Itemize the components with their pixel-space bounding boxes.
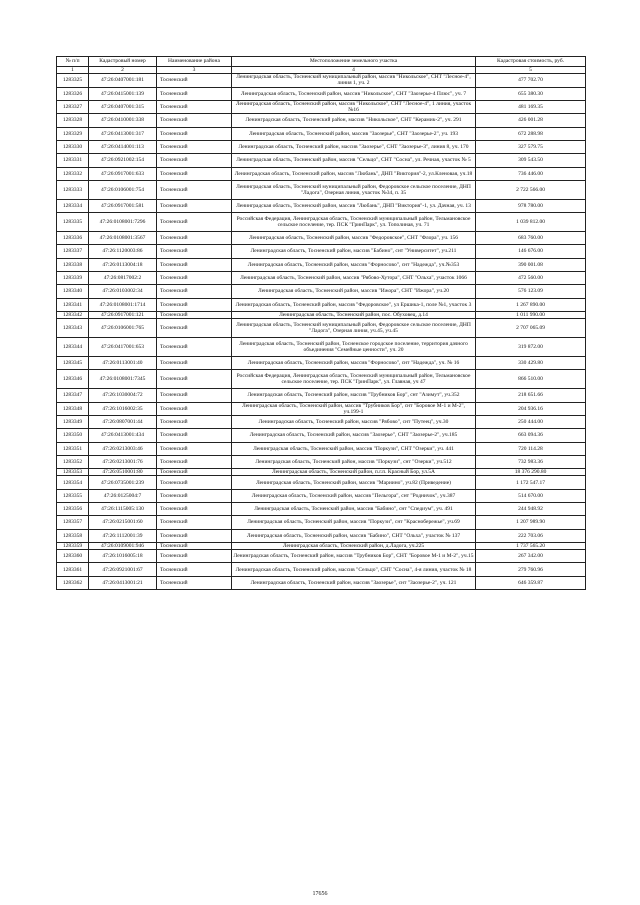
district-name: Тосненский: [157, 338, 232, 357]
land-location: Ленинградская область, Тосненский район, д.Ладога, уч.225: [232, 542, 476, 549]
district-name: Тосненский: [157, 245, 232, 258]
row-number: 1283345: [57, 357, 89, 370]
cadastral-value: 1 737 565.20: [476, 542, 586, 549]
table-row: [57, 516, 586, 529]
row-number: 1283329: [57, 127, 89, 140]
row-number: 1283360: [57, 550, 89, 563]
cadastral-value: 1 172 547.17: [476, 476, 586, 489]
cadastral-number: 47:26:0213003:46: [89, 442, 157, 455]
row-number: 1283347: [57, 389, 89, 402]
row-number: 1283353: [57, 469, 89, 476]
row-number: 1283333: [57, 180, 89, 199]
document-page: [56, 56, 585, 590]
land-location: Ленинградская область, Тосненский район, массив "Поркузи", СНТ "Озерки", уч. 441: [232, 442, 476, 455]
cadastral-number: 47:26:0108001:1714: [89, 298, 157, 311]
cadastral-value: 426 001.28: [476, 114, 586, 127]
cadastral-number: 47:26:0103002:34: [89, 285, 157, 298]
cadastral-value: 204 936.16: [476, 402, 586, 415]
table-row: [57, 298, 586, 311]
district-name: Тосненский: [157, 87, 232, 100]
page-number: 17656: [312, 891, 328, 897]
header-district-name: Наименование района: [157, 57, 232, 67]
cadastral-number: 47:26:0917001:633: [89, 167, 157, 180]
cadastral-number: 47:26:0917001:121: [89, 311, 157, 318]
district-name: Тосненский: [157, 357, 232, 370]
table-row: [57, 357, 586, 370]
district-name: Тосненский: [157, 476, 232, 489]
table-row: [57, 258, 586, 271]
cadastral-value: 481 169.35: [476, 100, 586, 113]
cadastral-value: 222 703.06: [476, 529, 586, 542]
land-location: Ленинградская область, Тосненский район, массив "Бабино", снт "Университет", уч.211: [232, 245, 476, 258]
table-row: [57, 245, 586, 258]
district-name: Тосненский: [157, 271, 232, 284]
table-row: [57, 476, 586, 489]
table-row: [57, 338, 586, 357]
cadastral-number: 47:26:0413001:434: [89, 429, 157, 442]
table-row: [57, 100, 586, 113]
table-row: [57, 542, 586, 549]
row-number: 1283357: [57, 516, 89, 529]
district-name: Тосненский: [157, 455, 232, 468]
table-row: [57, 576, 586, 589]
row-number: 1283354: [57, 476, 89, 489]
table-row: [57, 180, 586, 199]
table-body: [57, 74, 586, 590]
row-number: 1283348: [57, 402, 89, 415]
district-name: Тосненский: [157, 416, 232, 429]
district-name: Тосненский: [157, 127, 232, 140]
cadastral-number: 47:26:0413001:317: [89, 127, 157, 140]
row-number: 1283343: [57, 319, 89, 338]
land-location: Ленинградская область, Тосненский район, массив "Трубников Бор", СНТ "Боровое М-1 и М-2", уч.15: [232, 550, 476, 563]
cadastral-number: 47:26:0735001:239: [89, 476, 157, 489]
cadastral-value: 390 001.08: [476, 258, 586, 271]
district-name: Тосненский: [157, 542, 232, 549]
row-number: 1283350: [57, 429, 89, 442]
cadastral-number: 47:26:0106001:765: [89, 319, 157, 338]
land-location: Ленинградская область, Тосненский район, массив "Федоровское", СНТ "Флора", уч. 156: [232, 232, 476, 245]
column-number: 4: [232, 67, 476, 74]
column-number: 5: [476, 67, 586, 74]
cadastral-value: 2 722 566.00: [476, 180, 586, 199]
table-row: [57, 271, 586, 284]
table-row: [57, 127, 586, 140]
table-row: [57, 416, 586, 429]
cadastral-number: 47:26:0917001:581: [89, 199, 157, 212]
cadastral-number: 47:26:0407001:315: [89, 100, 157, 113]
table-row: [57, 285, 586, 298]
table-row: [57, 199, 586, 212]
cadastral-value: 279 760.96: [476, 563, 586, 576]
land-location: Ленинградская область, Тосненский муниципальный район, массив "Никольское", СНТ "Лесное-4", линия 1, уч. 2: [232, 74, 476, 87]
land-location: Ленинградская область, Тосненский район, Тосненское городское поселение, территория дачного объединения "Семейные ценности", уч. 20: [232, 338, 476, 357]
row-number: 1283338: [57, 258, 89, 271]
cadastral-value: 146 676.00: [476, 245, 586, 258]
district-name: Тосненский: [157, 298, 232, 311]
land-location: Ленинградская область, Тосненский район, массив "Рябово-Хутора", СНТ "Ольха", участок 1066: [232, 271, 476, 284]
row-number: 1283356: [57, 503, 89, 516]
row-number: 1283327: [57, 100, 89, 113]
table-row: [57, 469, 586, 476]
row-number: 1283361: [57, 563, 89, 576]
row-number: 1283334: [57, 199, 89, 212]
land-location: Ленинградская область, Тосненский район, массив "Ижора", СНТ "Ижора", уч.20: [232, 285, 476, 298]
land-location: Ленинградская область, Тосненский район, п.г.п. Красный Бор, ул.5А: [232, 469, 476, 476]
cadastral-number: 47:26:1016005:18: [89, 550, 157, 563]
land-location: Ленинградская область, Тосненский район, массив "Поркузи", снт "Краснобережье", уч.69: [232, 516, 476, 529]
row-number: 1283325: [57, 74, 89, 87]
land-location: Ленинградская область, Тосненский район, массив "Федоровское", ул Ершика-1, поле №1, участок 3: [232, 298, 476, 311]
column-number: 2: [89, 67, 157, 74]
land-location: Ленинградская область, Тосненский район, массив "Никольское", СНТ "Заозерье-4 Плюс", уч. 7: [232, 87, 476, 100]
district-name: Тосненский: [157, 258, 232, 271]
cadastral-number: 47:26:1016002:35: [89, 402, 157, 415]
row-number: 1283328: [57, 114, 89, 127]
row-number: 1283346: [57, 370, 89, 389]
table-row: [57, 503, 586, 516]
table-row: [57, 319, 586, 338]
cadastral-number: 47:26:1112001:39: [89, 529, 157, 542]
cadastral-value: 1 011 990.00: [476, 311, 586, 318]
header-cadastral-value: Кадастровая стоимость, руб.: [476, 57, 586, 67]
land-location: Ленинградская область, Тосненский район, массив "Бабино", СНТ "Ольха", участок № 137: [232, 529, 476, 542]
table-row: [57, 74, 586, 87]
cadastral-number: 47:26:0417001:653: [89, 338, 157, 357]
row-number: 1283362: [57, 576, 89, 589]
table-row: [57, 167, 586, 180]
land-location: Ленинградская область, Тосненский район, массив "Никольское", СНТ "Керамик-2", уч. 291: [232, 114, 476, 127]
table-row: [57, 140, 586, 153]
row-number: 1283358: [57, 529, 89, 542]
row-number: 1283331: [57, 154, 89, 167]
row-number: 1283352: [57, 455, 89, 468]
district-name: Тосненский: [157, 516, 232, 529]
header-row-number: № п/п: [57, 57, 89, 67]
row-number: 1283359: [57, 542, 89, 549]
land-location: Ленинградская область, Тосненский район, массив "Пельгора", снт "Родничок", уч.387: [232, 489, 476, 502]
column-number: 3: [157, 67, 232, 74]
land-location: Ленинградская область, Тосненский район, массив "Рябово", снт "Путеец", уч.30: [232, 416, 476, 429]
cadastral-value: 978 780.00: [476, 199, 586, 212]
land-location: Ленинградская область, Тосненский район, массив "Заозерье", снт "Заозерье-2", уч. 121: [232, 576, 476, 589]
cadastral-number: 47:26:0807001:44: [89, 416, 157, 429]
cadastral-number: 47:26:0415001:139: [89, 87, 157, 100]
district-name: Тосненский: [157, 429, 232, 442]
land-location: Ленинградская область, Тосненский район, массив "Бабино", снт "Спедиум", уч. 491: [232, 503, 476, 516]
district-name: Тосненский: [157, 503, 232, 516]
row-number: 1283341: [57, 298, 89, 311]
cadastral-value: 1 039 812.00: [476, 213, 586, 232]
cadastral-number: 47:26:0113001:40: [89, 357, 157, 370]
cadastral-number: 47:26:0106001:754: [89, 180, 157, 199]
land-location: Ленинградская область, Тосненский район, массив "Форносово", снт "Надежда", уч. № 16: [232, 357, 476, 370]
district-name: Тосненский: [157, 442, 232, 455]
land-location: Ленинградская область, Тосненский район, массив "Форносово", снт "Надежда", уч.№353: [232, 258, 476, 271]
district-name: Тосненский: [157, 550, 232, 563]
district-name: Тосненский: [157, 140, 232, 153]
cadastral-value: 514 670.00: [476, 489, 586, 502]
land-location: Ленинградская область, Тосненский район, массив "Сельцо", СНТ "Сосна", 4-я линия, участок № 18: [232, 563, 476, 576]
land-location: Ленинградская область, Тосненский район, массив "Сельцо", СНТ "Сосна", ул. Речная, участок № 5: [232, 154, 476, 167]
district-name: Тосненский: [157, 370, 232, 389]
table-row: [57, 87, 586, 100]
table-row: [57, 154, 586, 167]
cadastral-value: 866 510.00: [476, 370, 586, 389]
table-row: [57, 550, 586, 563]
row-number: 1283336: [57, 232, 89, 245]
cadastral-value: 319 872.00: [476, 338, 586, 357]
table-row: [57, 311, 586, 318]
cadastral-number: 47:26:0108001:7296: [89, 213, 157, 232]
cadastral-number: 47:26:0510001:80: [89, 469, 157, 476]
table-header-row: [57, 57, 586, 67]
cadastral-number: 47:26:0410001:338: [89, 114, 157, 127]
cadastral-number: 47:26:0213001:76: [89, 455, 157, 468]
district-name: Тосненский: [157, 74, 232, 87]
district-name: Тосненский: [157, 319, 232, 338]
district-name: Тосненский: [157, 489, 232, 502]
district-name: Тосненский: [157, 563, 232, 576]
district-name: Тосненский: [157, 154, 232, 167]
land-location: Ленинградская область, Тосненский район, массив "Поркузи", снт "Озерки", уч.512: [232, 455, 476, 468]
cadastral-value: 327 579.75: [476, 140, 586, 153]
row-number: 1283351: [57, 442, 89, 455]
district-name: Тосненский: [157, 576, 232, 589]
cadastral-value: 250 444.00: [476, 416, 586, 429]
cadastral-number: 47:26:0921001:67: [89, 563, 157, 576]
cadastral-number: 47:26:1115005:130: [89, 503, 157, 516]
cadastral-number: 47:26:0125004:7: [89, 489, 157, 502]
table-row: [57, 529, 586, 542]
district-name: Тосненский: [157, 402, 232, 415]
district-name: Тосненский: [157, 199, 232, 212]
district-name: Тосненский: [157, 469, 232, 476]
cadastral-number: 47:26:0215001:60: [89, 516, 157, 529]
land-location: Российская Федерация, Ленинградская область, Тосненский муниципальный район, Тельмановское сельское поселение, тер. ПСК "ГринПарк", ул. Главная, уч 47: [232, 370, 476, 389]
cadastral-value: 267 342.00: [476, 550, 586, 563]
district-name: Тосненский: [157, 167, 232, 180]
land-location: Ленинградская область, Тосненский район, массив "Заозерье", СНТ "Заозерье-2", уч. 193: [232, 127, 476, 140]
cadastral-value: 477 702.70: [476, 74, 586, 87]
row-number: 1283335: [57, 213, 89, 232]
land-location: Ленинградская область, Тосненский район, массив "Любань", ДНП "Виктория"-2, ул.Кленовая, уч.18: [232, 167, 476, 180]
cadastral-value: 309 543.50: [476, 154, 586, 167]
cadastral-value: 2 707 065.09: [476, 319, 586, 338]
table-row: [57, 489, 586, 502]
land-location: Ленинградская область, Тосненский район, массив "Трубников Бор", снт "Боровое М-1 и М-2", уч.199-1: [232, 402, 476, 415]
cadastral-number: 47:26:0817002:2: [89, 271, 157, 284]
district-name: Тосненский: [157, 389, 232, 402]
cadastral-value: 576 123.09: [476, 285, 586, 298]
land-location: Ленинградская область, Тосненский район, массив "Мариино", уч.82 (Приведение): [232, 476, 476, 489]
table-row: [57, 232, 586, 245]
land-location: Ленинградская область, Тосненский район, массив "Любань", ДНП "Виктория"-1, ул. Дачная, уч. 13: [232, 199, 476, 212]
land-location: Ленинградская область, Тосненский район, массив "Заозерье", СНТ "Заозерье-3", линия 8, уч. 170: [232, 140, 476, 153]
cadastral-value: 218 651.66: [476, 389, 586, 402]
land-location: Ленинградская область, Тосненский муниципальный район, Федоровское сельское поселение, ДНП "Ладога", Озерная линия, уч.45, уч.45: [232, 319, 476, 338]
table-row: [57, 563, 586, 576]
row-number: 1283339: [57, 271, 89, 284]
cadastral-number: 47:26:0413001:21: [89, 576, 157, 589]
cadastral-value: 736 446.00: [476, 167, 586, 180]
land-location: Ленинградская область, Тосненский район, массив "Трубников Бор", снт "Азимут", уч.352: [232, 389, 476, 402]
table-row: [57, 402, 586, 415]
row-number: 1283349: [57, 416, 89, 429]
row-number: 1283344: [57, 338, 89, 357]
row-number: 1283342: [57, 311, 89, 318]
column-number: 1: [57, 67, 89, 74]
cadastral-value: 732 983.36: [476, 455, 586, 468]
row-number: 1283332: [57, 167, 89, 180]
cadastral-value: 720 114.28: [476, 442, 586, 455]
row-number: 1283330: [57, 140, 89, 153]
row-number: 1283326: [57, 87, 89, 100]
cadastral-value: 683 760.00: [476, 232, 586, 245]
row-number: 1283340: [57, 285, 89, 298]
land-location: Ленинградская область, Тосненский район, массив "Никольское", СНТ "Лесное-4", 1 линия, участок №16: [232, 100, 476, 113]
table-row: [57, 389, 586, 402]
district-name: Тосненский: [157, 529, 232, 542]
district-name: Тосненский: [157, 114, 232, 127]
cadastral-value-table: [56, 56, 586, 590]
district-name: Тосненский: [157, 285, 232, 298]
cadastral-value: 472 560.00: [476, 271, 586, 284]
cadastral-value: 663 094.36: [476, 429, 586, 442]
district-name: Тосненский: [157, 213, 232, 232]
cadastral-value: 672 288.98: [476, 127, 586, 140]
table-row: [57, 429, 586, 442]
cadastral-number: 47:26:1030004:72: [89, 389, 157, 402]
cadastral-number: 47:26:0113004:18: [89, 258, 157, 271]
district-name: Тосненский: [157, 232, 232, 245]
row-number: 1283355: [57, 489, 89, 502]
cadastral-number: 47:26:0108001:3567: [89, 232, 157, 245]
table-row: [57, 442, 586, 455]
land-location: Российская Федерация, Ленинградская область, Тосненский муниципальный район, Тельмановское сельское поселение, тер. ПСК "ГринПарк", ул. Тополиная, уч. 71: [232, 213, 476, 232]
cadastral-number: 47:26:0109001:946: [89, 542, 157, 549]
row-number: 1283337: [57, 245, 89, 258]
land-location: Ленинградская область, Тосненский муниципальный район, Федоровское сельское поселение, ДНП "Ладога", Озерная линия, участок №34, п. 35: [232, 180, 476, 199]
cadastral-value: 655 380.30: [476, 87, 586, 100]
district-name: Тосненский: [157, 100, 232, 113]
district-name: Тосненский: [157, 311, 232, 318]
column-number-row: [57, 67, 586, 74]
cadastral-number: 47:26:0414001:113: [89, 140, 157, 153]
cadastral-number: 47:26:0407001:181: [89, 74, 157, 87]
cadastral-value: 330 429.80: [476, 357, 586, 370]
cadastral-value: 18 376 290.80: [476, 469, 586, 476]
table-row: [57, 213, 586, 232]
cadastral-value: 244 948.92: [476, 503, 586, 516]
header-cadastral-number: Кадастровый номер: [89, 57, 157, 67]
table-row: [57, 370, 586, 389]
land-location: Ленинградская область, Тосненский район, пос. Обуховец, д.14: [232, 311, 476, 318]
cadastral-value: 646 359.87: [476, 576, 586, 589]
cadastral-value: 1 267 890.00: [476, 298, 586, 311]
header-location: Местоположение земельного участка: [232, 57, 476, 67]
land-location: Ленинградская область, Тосненский район, массив "Заозерье", СНТ "Заозерье-2", уч.185: [232, 429, 476, 442]
table-row: [57, 455, 586, 468]
table-row: [57, 114, 586, 127]
district-name: Тосненский: [157, 180, 232, 199]
cadastral-number: 47:26:0108001:7345: [89, 370, 157, 389]
cadastral-number: 47:26:0921002:154: [89, 154, 157, 167]
cadastral-number: 47:26:1120003:86: [89, 245, 157, 258]
cadastral-value: 1 207 989.90: [476, 516, 586, 529]
